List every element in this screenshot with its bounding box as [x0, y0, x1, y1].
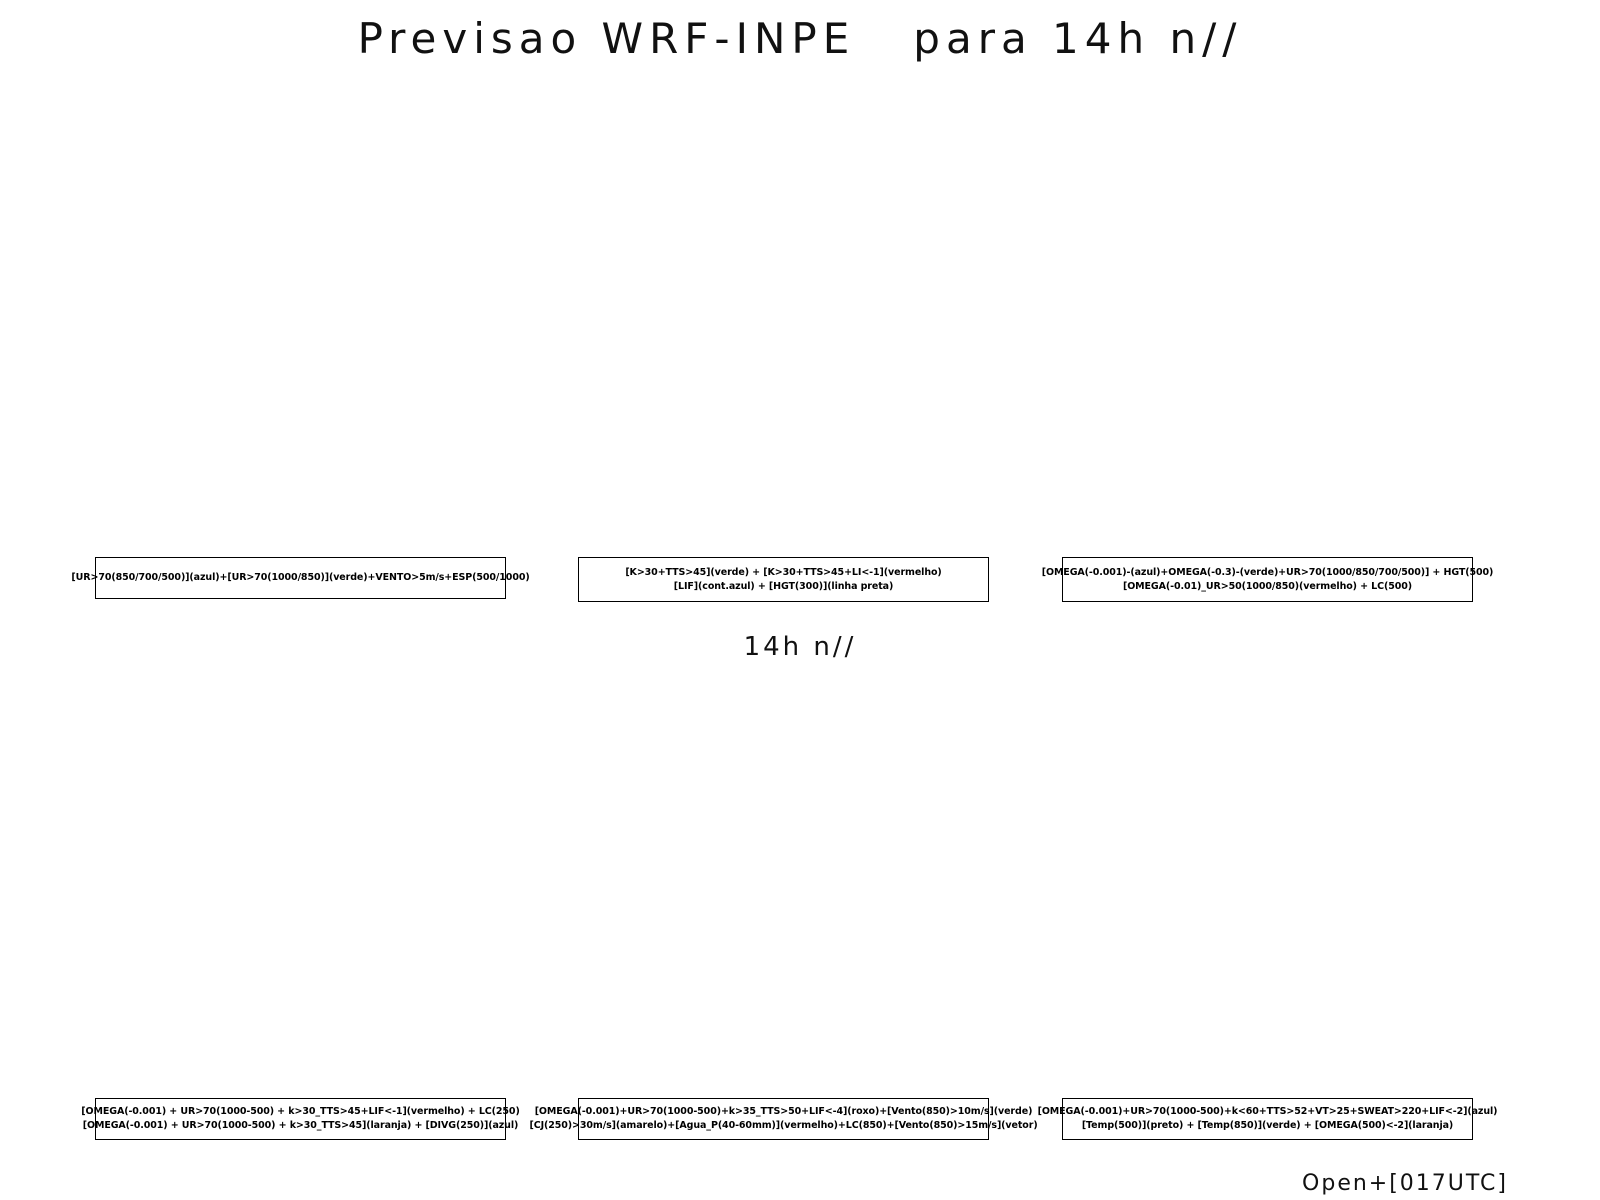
page-title: Previsao WRF-INPE para 14h n// [357, 14, 1243, 63]
legend-line: [LIF](cont.azul) + [HGT(300)](linha preta) [673, 580, 894, 592]
legend-line: [OMEGA(-0.001)-(azul)+OMEGA(-0.3)-(verde)+UR>70(1000/850/700/500)] + HGT(500) [1041, 566, 1494, 578]
legend-line: [OMEGA(-0.001)+UR>70(1000-500)+k<60+TTS>52+VT>25+SWEAT>220+LIF<-2](azul) [1037, 1106, 1498, 1118]
legend-line: [OMEGA(-0.001) + UR>70(1000-500) + k>30_TTS>45](laranja) + [DIVG(250)](azul) [82, 1120, 519, 1131]
legend-line: [UR>70(850/700/500)](azul)+[UR>70(1000/850)](verde)+VENTO>5m/s+ESP(500/1000) [71, 572, 530, 584]
legend-line: [Temp(500)](preto) + [Temp(850)](verde) + [OMEGA(500)<-2](laranja) [1081, 1120, 1454, 1131]
legend-line: [K>30+TTS>45](verde) + [K>30+TTS>45+LI<-1](vermelho) [625, 566, 942, 578]
map-panel-bottom-center [578, 670, 989, 1090]
legend-box-bottom-center [529, 1098, 1038, 1140]
map-panel-bottom-right [1062, 670, 1473, 1090]
legend-line: [OMEGA(-0.001)+UR>70(1000-500)+k>35_TTS>50+LIF<-4](roxo)+[Vento(850)>10m/s](verde) [534, 1106, 1033, 1118]
legend-line: [OMEGA(-0.001) + UR>70(1000-500) + k>30_TTS>45+LIF<-1](vermelho) + LC(250) [81, 1106, 520, 1118]
map-panel-top-right [1062, 110, 1473, 550]
legend-box-bottom-right [1037, 1098, 1498, 1140]
legend-box-top-center [578, 557, 989, 602]
legend-box-top-right [1041, 557, 1494, 602]
legend-line: [CJ(250)>30m/s](amarelo)+[Agua_P(40-60mm)](vermelho)+LC(850)+[Vento(850)>15m/s](vetor) [529, 1120, 1038, 1131]
footer-timestamp: Open+[017UTC] [1302, 1171, 1508, 1196]
map-panel-top-left [95, 110, 506, 550]
map-panel-top-center [578, 110, 989, 550]
legend-line: [OMEGA(-0.01)_UR>50(1000/850)(vermelho) + LC(500) [1122, 580, 1413, 592]
map-panel-bottom-left [95, 670, 506, 1090]
legend-box-bottom-left [81, 1098, 520, 1140]
section-label-mid: 14h n// [743, 632, 857, 662]
legend-box-top-left [71, 557, 530, 599]
